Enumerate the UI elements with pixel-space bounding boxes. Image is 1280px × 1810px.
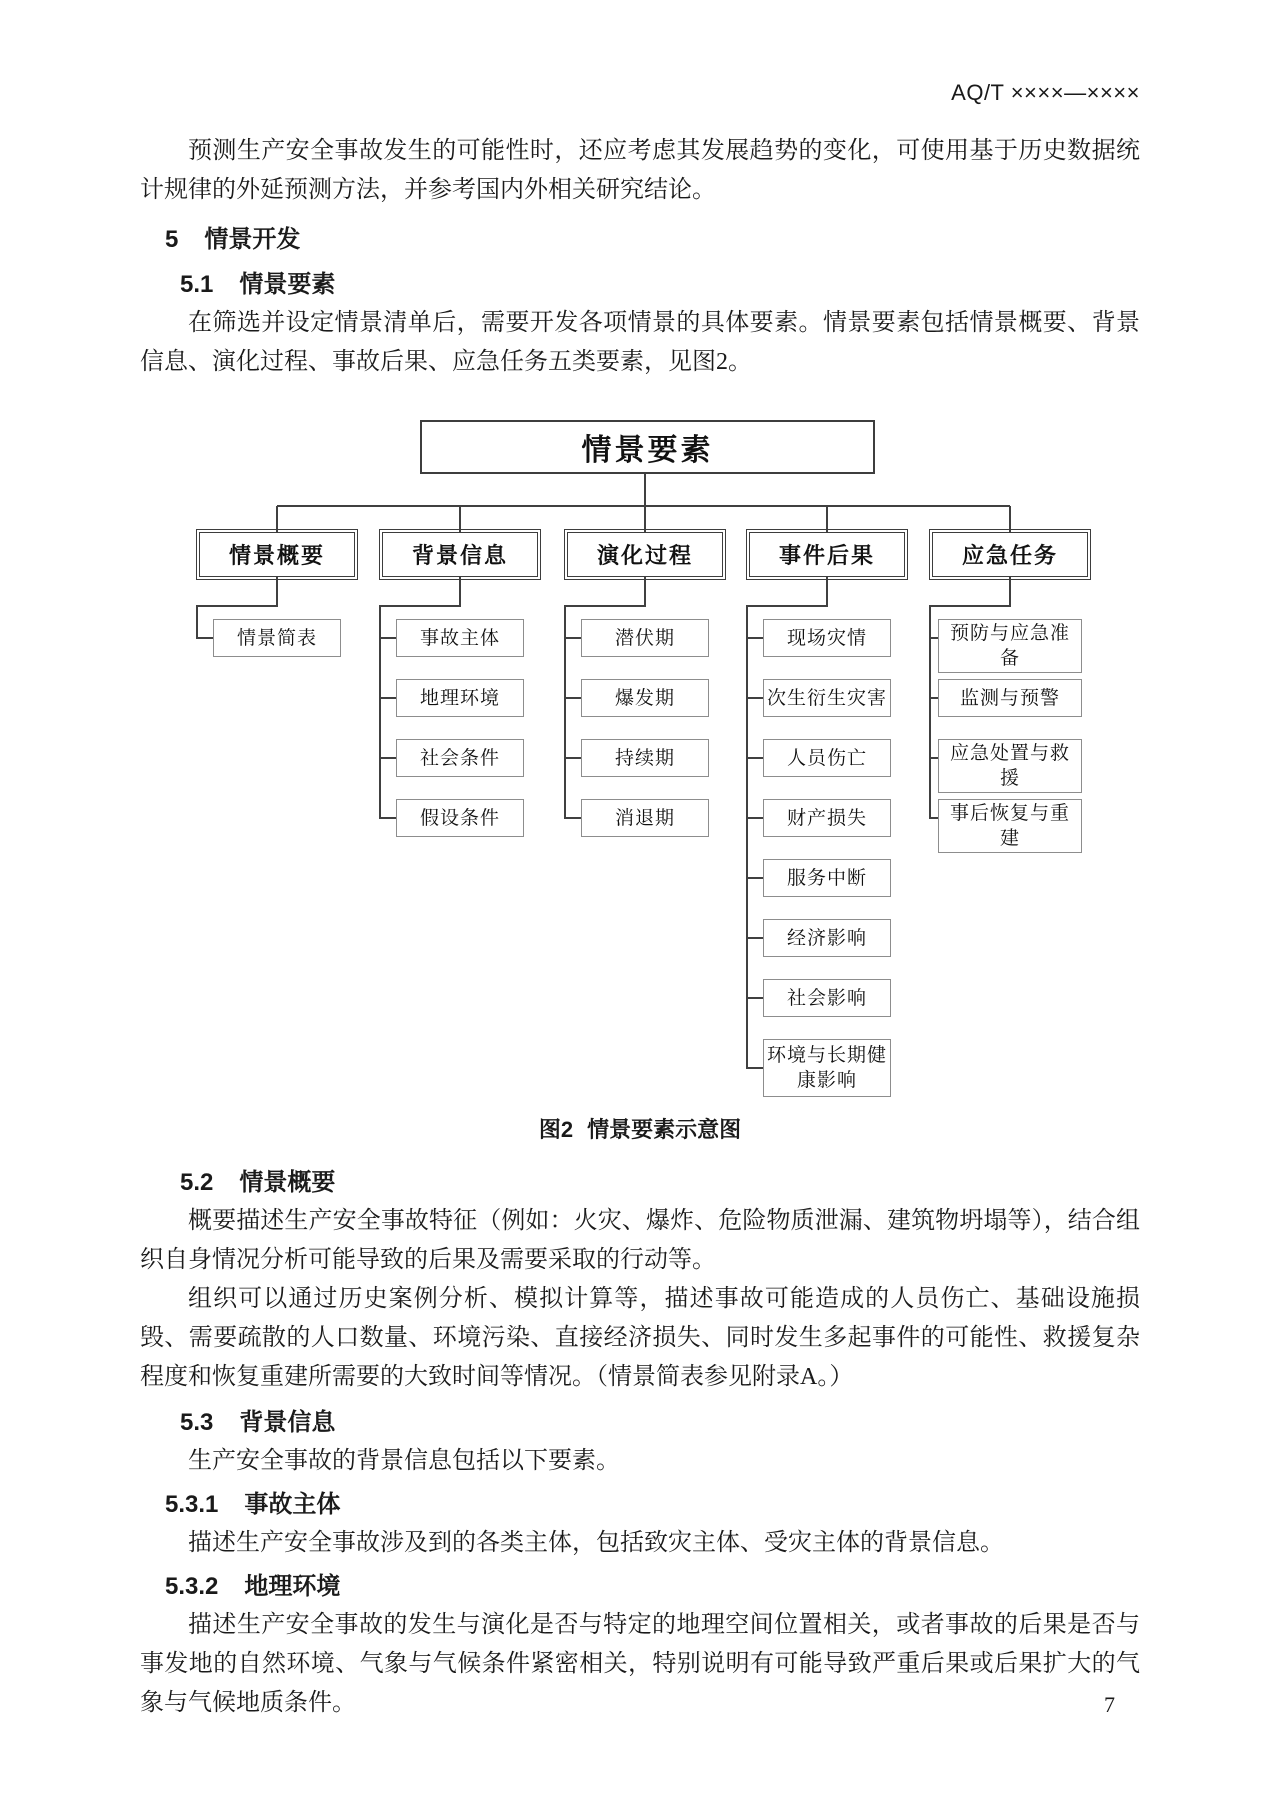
diagram-leaf-box: 社会条件: [396, 739, 524, 777]
heading-title: 情景开发: [204, 226, 301, 253]
standard-code: AQ/T ××××—××××: [951, 80, 1140, 105]
paragraph-5-3: 生产安全事故的背景信息包括以下要素。: [188, 1448, 620, 1474]
heading-title: 情景要素: [239, 271, 336, 298]
paragraph-5-2-a: 概要描述生产安全事故特征（例如：火灾、爆炸、危险物质泄漏、建筑物坍塌等），结合组织自身情况分析可能导致的后果及需要采取的行动等。: [140, 1208, 1140, 1273]
heading-5: [165, 220, 1140, 259]
diagram-root-box: 情景要素: [420, 420, 875, 474]
diagram-leaf-box: 人员伤亡: [763, 739, 891, 777]
paragraph-5-1: 在筛选并设定情景清单后，需要开发各项情景的具体要素。情景要素包括情景概要、背景信息、演化过程、事故后果、应急任务五类要素，见图2。: [140, 310, 1140, 375]
heading-number: 5.3.1: [165, 1491, 219, 1518]
figure-title: 情景要素示意图: [587, 1117, 742, 1142]
diagram-branch-box: 背景信息: [382, 532, 538, 577]
diagram-leaf-box: 潜伏期: [581, 619, 709, 657]
heading-title: 背景信息: [239, 1409, 336, 1436]
heading-5-3: [180, 1403, 1140, 1442]
diagram-leaf-box: 假设条件: [396, 799, 524, 837]
heading-title: 情景概要: [239, 1169, 336, 1196]
diagram-leaf-box: 事后恢复与重建: [938, 799, 1082, 853]
diagram-branch-box: 演化过程: [567, 532, 723, 577]
heading-number: 5.3.2: [165, 1573, 219, 1600]
diagram-leaf-box: 爆发期: [581, 679, 709, 717]
diagram-branch-box: 应急任务: [932, 532, 1088, 577]
diagram-leaf-box: 服务中断: [763, 859, 891, 897]
diagram-leaf-box: 事故主体: [396, 619, 524, 657]
diagram-branch-box: 事件后果: [749, 532, 905, 577]
heading-5-2: [180, 1163, 1140, 1202]
heading-title: 事故主体: [244, 1491, 341, 1518]
diagram-leaf-box: 财产损失: [763, 799, 891, 837]
paragraph-5-3-2: 描述生产安全事故的发生与演化是否与特定的地理空间位置相关，或者事故的后果是否与事发地的自然环境、气象与气候条件紧密相关，特别说明有可能导致严重后果或后果扩大的气象与气候地质条件。: [140, 1612, 1140, 1716]
diagram-leaf-box: 环境与长期健康影响: [763, 1039, 891, 1097]
heading-number: 5.2: [180, 1169, 214, 1196]
heading-title: 地理环境: [244, 1573, 341, 1600]
diagram-leaf-box: 地理环境: [396, 679, 524, 717]
heading-number: 5: [165, 226, 179, 253]
paragraph-5-3-1: 描述生产安全事故涉及到的各类主体，包括致灾主体、受灾主体的背景信息。: [188, 1530, 1004, 1556]
diagram-leaf-box: 预防与应急准备: [938, 619, 1082, 673]
figure-2-diagram: [140, 390, 1140, 1100]
intro-paragraph: 预测生产安全事故发生的可能性时，还应考虑其发展趋势的变化，可使用基于历史数据统计规律的外延预测方法，并参考国内外相关研究结论。: [140, 138, 1140, 203]
diagram-leaf-box: 应急处置与救援: [938, 739, 1082, 793]
page-number: 7: [1104, 1692, 1115, 1717]
diagram-leaf-box: 监测与预警: [938, 679, 1082, 717]
figure-2-caption: [140, 1110, 1140, 1149]
diagram-leaf-box: 情景简表: [213, 619, 341, 657]
diagram-leaf-box: 经济影响: [763, 919, 891, 957]
diagram-branch-box: 情景概要: [199, 532, 355, 577]
diagram-leaf-box: 社会影响: [763, 979, 891, 1017]
heading-number: 5.3: [180, 1409, 214, 1436]
heading-number: 5.1: [180, 271, 214, 298]
figure-number: 图2: [538, 1117, 574, 1142]
heading-5-3-2: [165, 1567, 1140, 1606]
heading-5-1: [180, 265, 1140, 304]
heading-5-3-1: [165, 1485, 1140, 1524]
diagram-leaf-box: 消退期: [581, 799, 709, 837]
diagram-leaf-box: 现场灾情: [763, 619, 891, 657]
paragraph-5-2-b: 组织可以通过历史案例分析、模拟计算等，描述事故可能造成的人员伤亡、基础设施损毁、需要疏散的人口数量、环境污染、直接经济损失、同时发生多起事件的可能性、救援复杂程度和恢复重建所需要的大致时间等情况。（情景简表参见附录A。）: [140, 1286, 1140, 1390]
diagram-leaf-box: 次生衍生灾害: [763, 679, 891, 717]
diagram-leaf-box: 持续期: [581, 739, 709, 777]
